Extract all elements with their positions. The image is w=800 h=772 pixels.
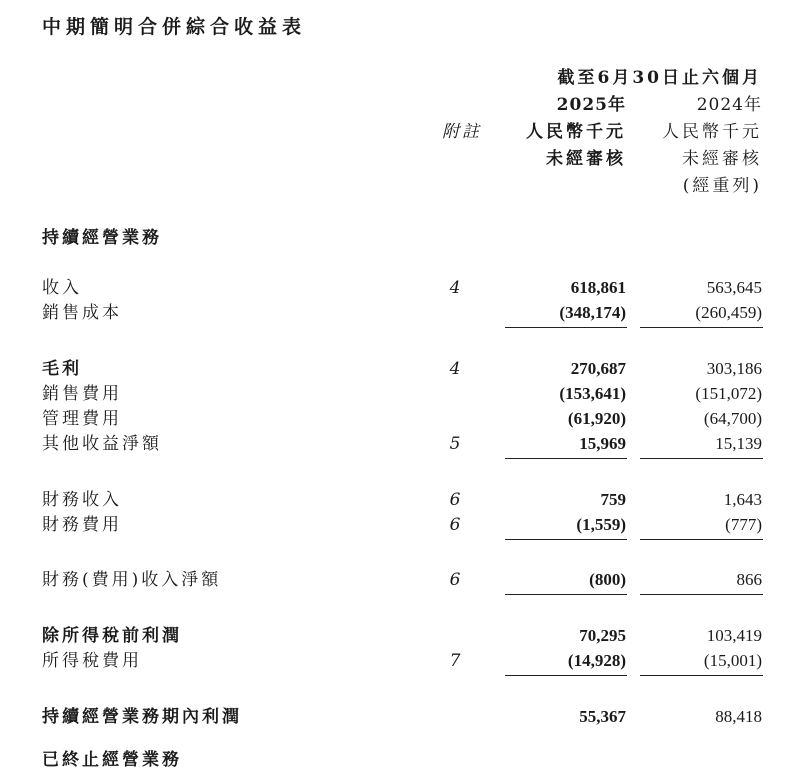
row-label: 所得稅費用 (42, 651, 142, 671)
row-label: 銷售成本 (42, 303, 122, 323)
row-note: 5 (449, 434, 461, 454)
row-value-2024: 1,643 (723, 490, 762, 509)
row-value-2024: (260,459) (695, 303, 762, 322)
row-label: 財務收入 (42, 490, 122, 510)
row-note: 6 (449, 515, 461, 535)
note-column-header: 附註 (442, 122, 482, 142)
col1-audit: 未經審核 (546, 149, 626, 169)
row-label: 銷售費用 (42, 384, 122, 404)
row-value-2025: 270,687 (570, 359, 626, 378)
table-row (0, 407, 800, 431)
row-value-2025: 15,969 (579, 434, 626, 453)
table-row (0, 568, 800, 592)
row-value-2024: (151,072) (695, 384, 762, 403)
section-label: 持續經營業務 (42, 228, 162, 248)
row-value-2024: 15,139 (715, 434, 762, 453)
row-note: 7 (449, 651, 461, 671)
col2-restated: (經重列) (682, 176, 762, 196)
section-label: 已終止經營業務 (42, 750, 182, 770)
row-note: 6 (449, 570, 461, 590)
table-row (0, 488, 800, 512)
row-value-2024: 303,186 (706, 359, 762, 378)
col2-year: 2024年 (696, 95, 762, 115)
row-label: 除所得稅前利潤 (42, 626, 182, 646)
col1-year: 2025年 (556, 95, 626, 115)
row-value-2024: 563,645 (706, 278, 762, 297)
table-row (0, 276, 800, 300)
row-value-2025: 759 (600, 490, 626, 509)
row-value-2025: 618,861 (570, 278, 626, 297)
period-header: 截至6月30日止六個月 (557, 68, 762, 88)
table-row (0, 649, 800, 673)
row-note: 4 (449, 359, 461, 379)
row-label: 毛利 (42, 359, 82, 379)
row-note: 6 (449, 490, 461, 510)
row-value-2024: 866 (736, 570, 762, 589)
row-label: 收入 (42, 278, 82, 298)
row-value-2024: 88,418 (715, 707, 762, 726)
table-row (0, 705, 800, 729)
row-value-2024: (15,001) (703, 651, 762, 670)
row-label: 管理費用 (42, 409, 122, 429)
row-label: 持續經營業務期內利潤 (42, 707, 242, 727)
col1-currency: 人民幣千元 (526, 122, 626, 142)
subtotal-rule (640, 594, 763, 595)
row-value-2025: (14,928) (567, 651, 626, 670)
section-continuing (0, 226, 800, 250)
page-title: 中期簡明合併綜合收益表 (42, 16, 307, 38)
subtotal-rule (640, 327, 763, 328)
subtotal-rule (505, 675, 627, 676)
subtotal-rule (505, 594, 627, 595)
row-value-2025: (153,641) (559, 384, 626, 403)
row-value-2024: 103,419 (706, 626, 762, 645)
row-value-2024: (777) (725, 515, 762, 534)
row-value-2025: (800) (589, 570, 626, 589)
row-label: 其他收益淨額 (42, 434, 162, 454)
subtotal-rule (640, 675, 763, 676)
table-row (0, 624, 800, 648)
col2-currency: 人民幣千元 (662, 122, 762, 142)
row-note: 4 (449, 278, 461, 298)
table-row (0, 513, 800, 537)
row-value-2025: (348,174) (559, 303, 626, 322)
table-row (0, 432, 800, 456)
row-value-2025: 70,295 (579, 626, 626, 645)
subtotal-rule (640, 539, 763, 540)
table-row (0, 301, 800, 325)
col2-audit: 未經審核 (682, 149, 762, 169)
table-row (0, 357, 800, 381)
subtotal-rule (505, 458, 627, 459)
section-discontinued (0, 748, 800, 772)
row-label: 財務(費用)收入淨額 (42, 570, 222, 590)
subtotal-rule (640, 458, 763, 459)
row-label: 財務費用 (42, 515, 122, 535)
row-value-2025: 55,367 (579, 707, 626, 726)
subtotal-rule (505, 539, 627, 540)
row-value-2025: (1,559) (576, 515, 626, 534)
subtotal-rule (505, 327, 627, 328)
table-row (0, 382, 800, 406)
row-value-2024: (64,700) (703, 409, 762, 428)
row-value-2025: (61,920) (567, 409, 626, 428)
